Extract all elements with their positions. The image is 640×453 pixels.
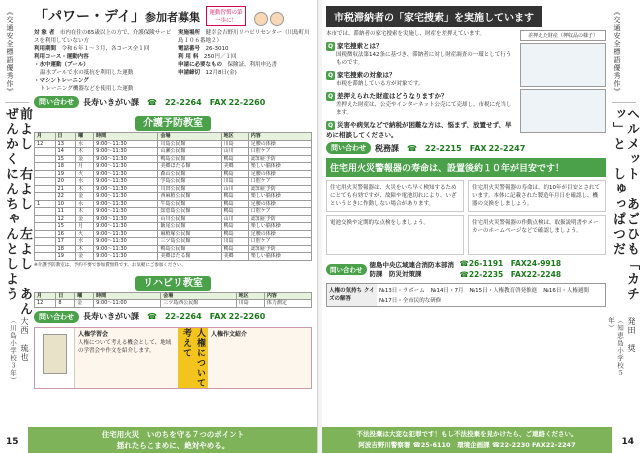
table-cell: 認知症予防 — [248, 185, 311, 193]
table-cell: 水 — [76, 238, 94, 246]
table-cell: 水 — [76, 178, 94, 186]
table-row — [35, 155, 312, 163]
table-cell: 12 — [55, 215, 76, 223]
table-cell — [35, 185, 56, 193]
contact-label: 問い合わせ — [34, 96, 79, 108]
table-cell: 9:00〜11:30 — [94, 155, 158, 163]
contact-tel[interactable]: 22-2264 — [164, 97, 202, 107]
table-cell: 9:00〜11:30 — [94, 223, 158, 231]
table-cell: 9:00〜11:30 — [94, 245, 158, 253]
table-cell: 9:00〜11:30 — [94, 178, 158, 186]
table-cell: 12 — [35, 140, 56, 148]
table-cell: 知恵島公民館 — [158, 208, 221, 216]
table-cell: 15 — [55, 223, 76, 231]
seized-items-photo-2 — [520, 89, 606, 133]
table-cell: 9:00〜11:30 — [94, 193, 158, 201]
contact-choju-1: 問い合わせ 長寿いきがい課 ☎ 22-2264 FAX 22-2260 — [34, 96, 312, 108]
table-cell: 月 — [76, 163, 94, 171]
table-cell — [35, 178, 56, 186]
table-cell: 足腰の体操 — [248, 170, 311, 178]
reha-table — [34, 292, 312, 308]
table-cell: 鴨島公民館 — [158, 155, 221, 163]
table-cell: 三ツ島西公民館 — [161, 300, 236, 308]
table-cell: 19 — [55, 253, 76, 261]
table-cell — [35, 208, 56, 216]
table-cell — [35, 155, 56, 163]
table-cell: 川島 — [236, 300, 264, 308]
quiz-answer-item: №15日・人権教育啓発推進 — [469, 288, 538, 294]
table-cell: 金 — [76, 215, 94, 223]
tax-q2: Q 家宅捜索の対象は？ — [327, 71, 396, 79]
table-cell — [35, 223, 56, 231]
table-cell: 認知症予防 — [248, 215, 311, 223]
fire-right-box: 住宅用火災警報器の寿命は、約10年が目安とされています。本体に記載された製造年月日を確認し、機器の交換をしましょう。 — [468, 180, 606, 212]
left-slogan-strip — [3, 8, 31, 428]
table-cell — [35, 238, 56, 246]
seized-items-photo-1 — [520, 43, 606, 87]
contact-fire: 問い合わせ 徳島中央広域連合消防本部消防課 防災対策課 ☎26-1191 FAX24-9918 ☎22-2235 FAX22-2248 — [326, 258, 606, 280]
left-page — [0, 0, 318, 453]
fire-bottom-right: 住宅用火災警報器の作動点検は、取扱説明書やメーカーのホームページなどで確認しましょう。 — [468, 215, 606, 255]
table-header: 曜 — [76, 133, 94, 141]
table-cell: 木 — [76, 185, 94, 193]
slogan-school: （川島小学校３年） — [9, 317, 17, 385]
table-cell: 山川公民館 — [158, 215, 221, 223]
table-cell: 11 — [55, 208, 76, 216]
table-cell: 9:00〜11:30 — [94, 208, 158, 216]
table-row — [35, 215, 312, 223]
table-cell — [35, 170, 56, 178]
table-cell: 18 — [55, 245, 76, 253]
table-cell — [35, 215, 56, 223]
event-badge: 運動習慣の第一歩に！ — [206, 6, 246, 26]
tax-intro: 本市では、滞納者の家宅捜索を実施し、財産を差押えています。 — [326, 31, 486, 37]
table-cell — [35, 163, 56, 171]
table-cell — [35, 148, 56, 156]
table-header: 日 — [55, 133, 76, 141]
table-cell: 木 — [76, 148, 94, 156]
right-page: 市税滞納者の「家宅捜索」を実施しています 本市では、滞納者の家宅捜索を実施し、財産を差押えています。 Q 家宅捜索とは？ 国税徴収法第142条に基づき、滞納者に対し財産調査の一環として行うものです。 Q 家宅捜索の対象は？ 市税を滞納している方が対象です。 Q 差押えられた財産はどうなりますか？ 差押えた財産は、公売やインターネット公売にて売却し、市税に充当します。 Q 災害や病気などで納税が困難な方は、悩まず、放置せず、早めに相談してください。 差押えた財産（押収品の様子） 問い合わせ 税務課 ☎ 22-2215 FAX 22-2247 住宅用火災警報器の寿命は、設置後約１０年が目安です！ 住宅用火災警報器は、火災をいち早く検知するためにとても有効ですが、故障や電池切れにより、いざというときに作動しない場合があります。 住宅用火災警報器の寿命は、約10年が目安とされています。本体に記載された製造年月日を確認し、機器の交換をしましょう。 電池交換や定期的な点検をしましょう。 住宅用火災警報器の作動点検は、取扱説明書やメーカーのホームページなどで確認しましょう。 問い合わせ 徳島中央広域連合消防本部消防課 防災対策課 ☎26-1191 FAX24-9918 ☎22-2235 FAX22-2248 人権の気持ち クイズの解答 №13日・ラボーム №14日・7月 №15日・人権教育啓発推進 №16日・人権週間 №17日・全市民的な研修 《交通安全標語優秀作》 ヘルメット あごひも「カチッ」と しゅっぱつだ 発田 奨 （知恵島小学校５年） 14 不法投棄は大変な犯罪です！もし不法投棄を見かけたら、ご連絡ください。 阿波吉野川警察署 ☎25-6110 環境企画課 ☎22-2230 FAX22-2247 — [322, 0, 640, 453]
event-title: 「パワー・デイ」参加者募集 — [34, 9, 201, 25]
table-cell: 楽しい脳体操 — [248, 193, 311, 201]
table-cell — [35, 193, 56, 201]
table-cell: 9:00〜11:30 — [94, 253, 158, 261]
table-cell: 14 — [55, 148, 76, 156]
table-header: 曜 — [75, 292, 94, 300]
right-slogan-strip: 《交通安全標語優秀作》 ヘルメット あごひも「カチッ」と しゅっぱつだ 発田 奨 （知恵島小学校５年） — [607, 8, 639, 377]
table-cell: 口腔ケア — [248, 238, 311, 246]
rights-title-banner: 人権について考えて — [178, 328, 208, 388]
table-cell: 山川 — [221, 215, 248, 223]
event-details-left: 対 象 者 市内在住の65歳以上の方で、介護保険サービスを利用していない方 利用期間 令和６年１〜３月、各コース全１回 利用コース・運動内容 ・水中運動（プール） 温水プールで水の抵抗を利用した運動 ・マシントレーニング トレーニング機器などを使用した運動 — [34, 30, 172, 92]
tax-q3: Q 差押えられた財産はどうなりますか？ — [327, 92, 448, 100]
table-cell: 鴨島 — [221, 170, 248, 178]
table-row — [35, 230, 312, 238]
table-row — [35, 193, 312, 201]
table-cell: 17 — [55, 238, 76, 246]
kaigo-table — [34, 132, 312, 261]
table-cell: 9:00〜11:30 — [94, 185, 158, 193]
contact-choju-2: 問い合わせ 長寿いきがい課 ☎ 22-2264 FAX 22-2260 — [34, 311, 312, 323]
table-row — [35, 200, 312, 208]
table-cell: 鴨島 — [221, 193, 248, 201]
tax-q4: Q 災害や病気などで納税が困難な方は、悩まず、放置せず、早めに相談してください。 — [326, 121, 512, 139]
table-cell: 足腰の体操 — [248, 140, 311, 148]
table-cell: 9:00〜11:30 — [94, 200, 158, 208]
table-cell: 認知症予防 — [248, 155, 311, 163]
table-header: 会場 — [158, 133, 221, 141]
table-cell: 飯尾公民館 — [158, 223, 221, 231]
slogan-text: 前よし 右よし 左よし あんぜんかくにんちゃんとしよう — [3, 107, 32, 317]
table-cell: 美郷ほたる館 — [158, 253, 221, 261]
table-header: 内容 — [248, 133, 311, 141]
event-header — [34, 6, 312, 26]
table-cell: 9:00〜11:00 — [94, 300, 161, 308]
table-header: 時間 — [94, 133, 158, 141]
table-cell: 楽しい脳体操 — [248, 163, 311, 171]
phone-icon: ☎ — [147, 312, 157, 321]
table-cell — [35, 230, 56, 238]
table-cell — [35, 245, 56, 253]
table-cell: 18 — [55, 163, 76, 171]
table-cell: 12 — [35, 300, 56, 308]
table-cell — [35, 253, 56, 261]
table-cell: 口腔ケア — [248, 148, 311, 156]
table-row — [35, 300, 312, 308]
table-cell: 認知症予防 — [248, 245, 311, 253]
fire-left-box: 住宅用火災警報器は、火災をいち早く検知するためにとても有効ですが、故障や電池切れにより、いざというときに作動しない場合があります。 — [326, 180, 464, 212]
table-cell: 川田公民館 — [158, 185, 221, 193]
table-row — [35, 238, 312, 246]
table-cell: 火 — [76, 230, 94, 238]
table-cell: 美郷ほたる館 — [158, 163, 221, 171]
table-cell: 9:00〜11:30 — [94, 230, 158, 238]
table-row — [35, 208, 312, 216]
table-cell: 水 — [76, 140, 94, 148]
table-cell: 9:00〜11:30 — [94, 238, 158, 246]
table-header: 地区 — [221, 133, 248, 141]
fire-title: 住宅用火災警報器の寿命は、設置後約１０年が目安です！ — [326, 158, 606, 177]
table-cell: 川島 — [221, 238, 248, 246]
table-cell: 19 — [55, 170, 76, 178]
table-cell: 山川 — [221, 185, 248, 193]
event-details-right: 実施場所 健幸会吉野川リハビリセンター（川島町川島１０６番地２） 電話番号 26-3010 利 用 料 250円／１回 申請に必要なもの 保険証、利用申込書 申請締切 12月8日(金) — [178, 30, 310, 76]
table-cell: 水 — [76, 200, 94, 208]
table-cell: 足腰の体操 — [248, 200, 311, 208]
page-number: 14 — [621, 437, 634, 447]
table-cell: 山瀬公民館 — [158, 148, 221, 156]
quiz-answer-item: №14日・7月 — [430, 288, 464, 294]
footer-banner: 住宅用火災 いのちを守る７つのポイント 揺れたらこまめに、絶対やめる。 — [28, 427, 318, 453]
quiz-answer-item: №16日・人権週間 — [543, 288, 589, 294]
table-cell: 麻植塚公民館 — [158, 230, 221, 238]
table-cell: 美郷 — [221, 163, 248, 171]
table-cell: 火 — [76, 170, 94, 178]
table-row — [35, 245, 312, 253]
table-cell: 山川 — [221, 148, 248, 156]
table-cell: 金 — [76, 155, 94, 163]
table-cell: 金 — [76, 193, 94, 201]
quiz-answer-item: №17日・全市民的な研修 — [379, 298, 442, 304]
table-row — [35, 140, 312, 148]
table-row — [35, 185, 312, 193]
table-cell: 9:00〜11:30 — [94, 215, 158, 223]
table-cell: 9:00〜11:30 — [94, 140, 158, 148]
reha-title: リハビリ教室 — [135, 276, 211, 291]
table-cell: 川島 — [221, 140, 248, 148]
table-cell: 美郷 — [221, 253, 248, 261]
table-row — [35, 170, 312, 178]
tax-q1: Q 家宅捜索とは？ — [327, 42, 383, 50]
table-cell: 鴨島公民館 — [158, 245, 221, 253]
phone-icon: ☎ — [147, 97, 157, 107]
contact-fax: 22-2260 — [228, 97, 266, 107]
table-cell: 鴨島 — [221, 208, 248, 216]
table-cell: 牛島公民館 — [158, 200, 221, 208]
table-row — [35, 253, 312, 261]
table-cell: 16 — [55, 230, 76, 238]
table-cell: 9:00〜11:30 — [94, 163, 158, 171]
quiz-answer-item: №13日・ラボーム — [379, 288, 425, 294]
table-cell: 口腔ケア — [248, 178, 311, 186]
table-cell: 鴨島 — [221, 245, 248, 253]
table-row — [35, 178, 312, 186]
contact-tax: 問い合わせ 税務課 ☎ 22-2215 FAX 22-2247 — [326, 142, 606, 154]
table-header: 日 — [56, 292, 75, 300]
slogan-author: 大西 琉也 — [20, 317, 29, 362]
photo-caption: 差押えた財産（押収品の様子） — [520, 30, 606, 41]
table-header: 月 — [35, 133, 56, 141]
table-cell: 学島公民館 — [158, 178, 221, 186]
table-cell: 9:00〜11:30 — [94, 170, 158, 178]
table-cell: 楽しい脳体操 — [248, 253, 311, 261]
table-header: 内容 — [264, 292, 311, 300]
table-cell: 金 — [76, 253, 94, 261]
table-cell: 21 — [55, 185, 76, 193]
table-cell: 金 — [75, 300, 94, 308]
table-cell: 22 — [55, 193, 76, 201]
tax-title: 市税滞納者の「家宅捜索」を実施しています — [326, 6, 542, 27]
table-cell: 鴨島 — [221, 155, 248, 163]
table-row — [35, 223, 312, 231]
slogan-header: 《交通安全標語優秀作》 — [6, 8, 14, 96]
rights-illustration — [35, 328, 75, 388]
table-header: 会場 — [161, 292, 236, 300]
table-cell: 体力測定 — [264, 300, 311, 308]
quiz-answers: 人権の気持ち クイズの解答 №13日・ラボーム №14日・7月 №15日・人権教育啓発推進 №16日・人権週間 №17日・全市民的な研修 — [326, 283, 606, 307]
table-cell: 口腔ケア — [248, 208, 311, 216]
footer-banner: 不法投棄は大変な犯罪です！もし不法投棄を見かけたら、ご連絡ください。 阿波吉野川警察署 ☎25-6110 環境企画課 ☎22-2230 FAX22-2247 — [322, 427, 612, 453]
table-cell: 15 — [55, 155, 76, 163]
elderly-couple-illustration — [254, 12, 284, 26]
table-cell: 10 — [55, 200, 76, 208]
table-cell: 9:00〜11:30 — [94, 148, 158, 156]
table-cell: 8 — [56, 300, 75, 308]
table-row — [35, 163, 312, 171]
table-cell: 木 — [76, 245, 94, 253]
table-header: 地区 — [236, 292, 264, 300]
phone-icon: ☎ — [407, 143, 417, 153]
table-cell: 足腰の体操 — [248, 230, 311, 238]
table-cell: 木 — [76, 208, 94, 216]
table-cell: 川島公民館 — [158, 140, 221, 148]
fire-bottom-left: 電池交換や定期的な点検をしましょう。 — [326, 215, 464, 255]
table-cell: 月 — [76, 223, 94, 231]
table-cell: 森山公民館 — [158, 170, 221, 178]
table-cell: 鴨島 — [221, 200, 248, 208]
table-cell: 鴨島 — [221, 230, 248, 238]
kaigo-note: ※介護予防教室は、予約不要で参加費無料です。お気軽にご参加ください。 — [34, 262, 186, 268]
table-cell: 川島 — [221, 178, 248, 186]
table-cell: 三ツ島公民館 — [158, 238, 221, 246]
table-cell: 西麻植公民館 — [158, 193, 221, 201]
rights-section: 人権学習会 人権について考える機会として、地域の学習会や作文を紹介します。 人権について考えて 人権作文紹介 — [34, 327, 312, 389]
page-number: 15 — [6, 437, 19, 447]
table-cell: 1 — [35, 200, 56, 208]
table-cell: 鴨島 — [221, 223, 248, 231]
table-header: 月 — [35, 292, 56, 300]
table-cell: 20 — [55, 178, 76, 186]
table-header: 時間 — [94, 292, 161, 300]
table-row — [35, 148, 312, 156]
table-cell: 13 — [55, 140, 76, 148]
phone-icon: ☎ — [459, 259, 469, 268]
table-cell: 楽しい脳体操 — [248, 223, 311, 231]
kaigo-title: 介護予防教室 — [135, 116, 211, 131]
